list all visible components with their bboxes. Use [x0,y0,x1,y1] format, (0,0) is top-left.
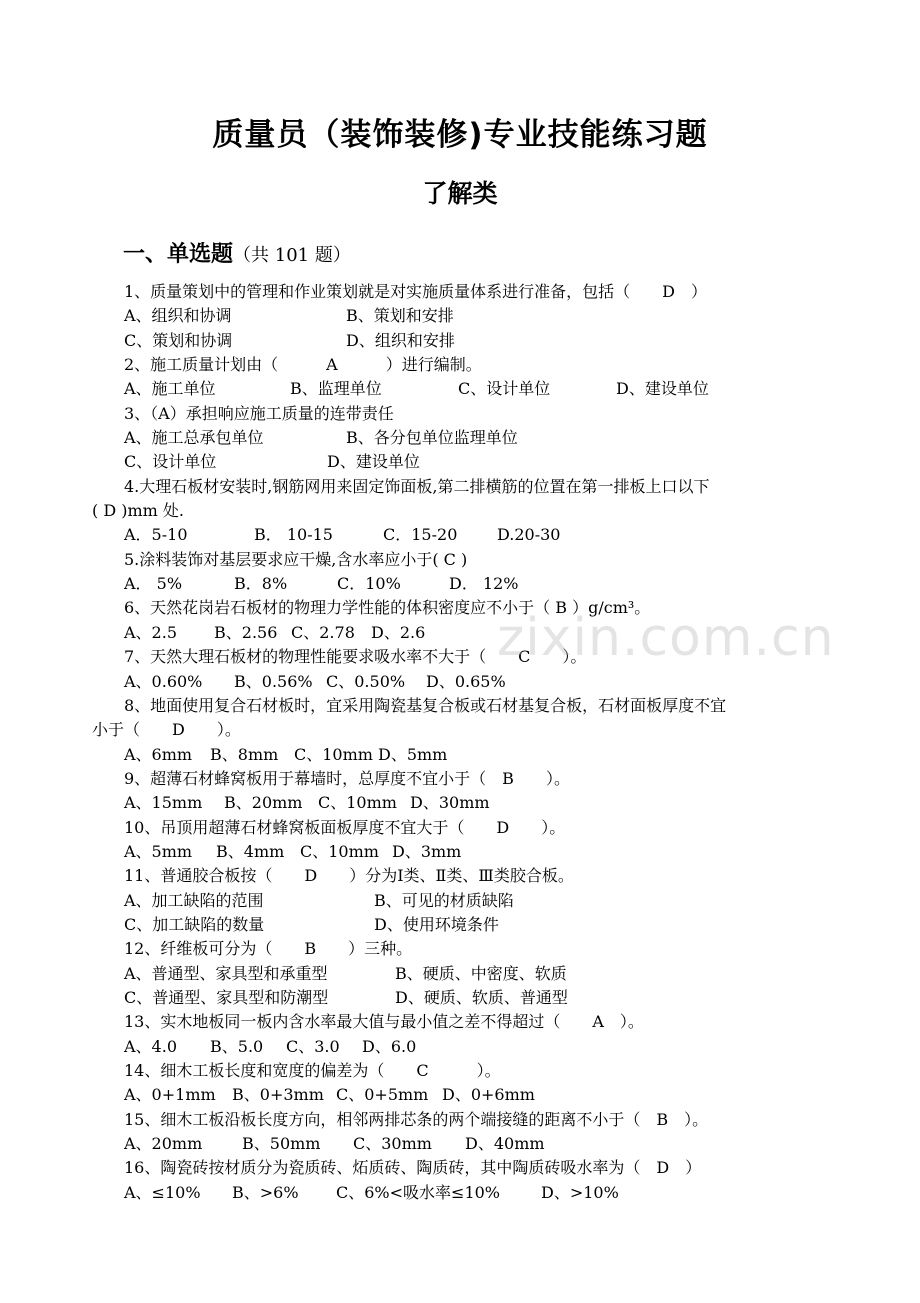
answer-option: D． 12% [449,574,519,594]
answer-option: B、8mm [210,744,279,764]
question-list [92,280,832,1205]
question-text: 15、细木工板沿板长度方向，相邻两排芯条的两个端接缝的距离不小于（ B ）。 [124,1109,709,1129]
answer-option: D、建设单位 [616,379,709,399]
option-row [92,621,832,645]
answer-option: C、10mm [300,841,379,861]
option-row [92,377,832,401]
option-row [92,1083,832,1107]
option-row [92,889,832,913]
option-row [92,572,832,596]
answer-option: A、0+1mm [124,1085,216,1105]
answer-option: C、10mm [318,793,397,813]
answer-option: D、40mm [465,1134,545,1154]
answer-option: C、加工缺陷的数量 [124,914,265,934]
option-row [92,523,832,547]
answer-option: C、普通型、家具型和防潮型 [124,987,329,1007]
option-row [92,450,832,474]
answer-option: A、组织和协调 [124,306,232,326]
answer-option: C、0+5mm [336,1085,429,1105]
answer-option: D、3mm [392,841,462,861]
question-text: 7、天然大理石板材的物理性能要求吸水率不大于（ C ）。 [124,647,587,667]
section-title: 一、单选题 [123,242,234,267]
option-row [92,840,832,864]
answer-option: C．15-20 [383,525,458,545]
document-subtitle: 了解类 [422,179,498,208]
question-text: 5.涂料装饰对基层要求应干燥,含水率应小于( C ) [124,549,468,569]
answer-option: A、加工缺陷的范围 [124,890,264,910]
answer-option: D、建设单位 [327,452,420,472]
document-title: 质量员（装饰装修)专业技能练习题 [212,117,708,153]
question-text: 11、普通胶合板按（ D ）分为Ⅰ类、Ⅱ类、Ⅲ类胶合板。 [124,866,574,886]
answer-option: A、15mm [124,793,203,813]
answer-option: B、策划和安排 [346,306,454,326]
answer-option: C、设计单位 [458,379,551,399]
answer-option: A、0.60% [124,671,203,691]
question-text: 1、质量策划中的管理和作业策划就是对实施质量体系进行准备，包括（ D ） [124,282,708,301]
answer-option: B、监理单位 [290,379,382,399]
answer-option: A． 5% [124,574,183,594]
answer-option: B． 10-15 [254,525,333,545]
answer-option: D、6.0 [362,1036,417,1056]
answer-option: C、0.50% [326,671,406,691]
answer-option: C、2.78 [291,622,355,642]
answer-option: D.20-30 [497,525,561,545]
answer-option: A、≤10% [124,1182,201,1202]
answer-option: D、使用环境条件 [374,914,499,934]
option-row [92,962,832,986]
option-row [92,304,832,328]
answer-option: D、>10% [541,1182,619,1202]
answer-option: C、3.0 [286,1036,340,1056]
answer-option: B、2.56 [214,622,278,642]
answer-option: B、各分包单位监理单位 [346,428,518,448]
answer-option: B、0+3mm [232,1085,324,1105]
option-row [92,743,832,767]
answer-option: B、5.0 [210,1036,264,1056]
option-row [92,913,832,937]
question-text: 6、天然花岗岩石板材的物理力学性能的体积密度应不小于（ B ）g/cm³。 [124,598,651,618]
answer-option: D、0+6mm [442,1085,535,1105]
question-text: 3、（A）承担响应施工质量的连带责任 [124,403,394,423]
answer-option: C、6%<吸水率≤10% [336,1182,501,1202]
answer-option: A、5mm [124,841,193,861]
answer-option: A、2.5 [124,622,178,642]
option-row [92,1132,832,1156]
section-count: （共 101 题） [233,245,351,266]
question-text: 2、施工质量计划由（ A ）进行编制。 [124,355,482,375]
answer-option: A、4.0 [124,1036,178,1056]
option-row [92,1181,832,1205]
option-row [92,1035,832,1059]
answer-option: B、4mm [216,841,285,861]
option-row [92,670,832,694]
answer-option: A、普通型、家具型和承重型 [124,963,328,983]
answer-option: D、组织和安排 [346,330,455,350]
option-row [92,426,832,450]
answer-option: B、硬质、中密度、软质 [395,963,567,983]
option-row [92,329,832,353]
answer-option: A．5-10 [124,525,188,545]
section-heading [123,236,351,274]
question-continuation: ( D )mm 处. [92,501,185,521]
question-text: 12、纤维板可分为（ B ）三种。 [124,939,413,959]
question-text: 10、吊顶用超薄石材蜂窝板面板厚度不宜大于（ D ）。 [124,817,566,837]
option-row [92,986,832,1010]
answer-option: D、30mm [410,793,490,813]
answer-option: C、策划和协调 [124,330,233,350]
answer-option: C、10mm [294,744,373,764]
answer-option: A、6mm [124,744,193,764]
answer-option: D、硬质、软质、普通型 [395,987,568,1007]
answer-option: D、5mm [378,744,448,764]
question-text: 16、陶瓷砖按材质分为瓷质砖、炻质砖、陶质砖，其中陶质砖吸水率为（ D ） [124,1158,702,1178]
answer-option: D、2.6 [371,622,426,642]
answer-option: B、20mm [224,793,303,813]
answer-option: B．8% [234,574,288,594]
question-text: 9、超薄石材蜂窝板用于幕墙时，总厚度不宜小于（ B ）。 [124,768,570,788]
question-text: 8、地面使用复合石材板时，宜采用陶瓷基复合板或石材基复合板，石材面板厚度不宜 [124,695,727,715]
question-continuation: 小于（ D ）。 [92,720,241,740]
answer-option: A、施工总承包单位 [124,428,264,448]
answer-option: C、设计单位 [124,452,217,472]
answer-option: B、0.56% [234,671,313,691]
answer-option: B、>6% [232,1182,299,1202]
answer-option: B、50mm [242,1134,321,1154]
question-text: 14、细木工板长度和宽度的偏差为（ C ）。 [124,1061,501,1080]
answer-option: A、20mm [124,1134,203,1154]
question-text: 13、实木地板同一板内含水率最大值与最小值之差不得超过（ A ）。 [124,1012,644,1032]
answer-option: C、30mm [353,1134,432,1154]
answer-option: B、可见的材质缺陷 [374,890,514,910]
option-row [92,791,832,815]
watermark: zixin.com.cn [497,608,835,668]
answer-option: D、0.65% [426,671,506,691]
answer-option: C．10% [337,574,401,594]
answer-option: A、施工单位 [124,379,216,399]
question-text: 4.大理石板材安装时,钢筋网用来固定饰面板,第二排横筋的位置在第一排板上口以下 [124,476,710,496]
